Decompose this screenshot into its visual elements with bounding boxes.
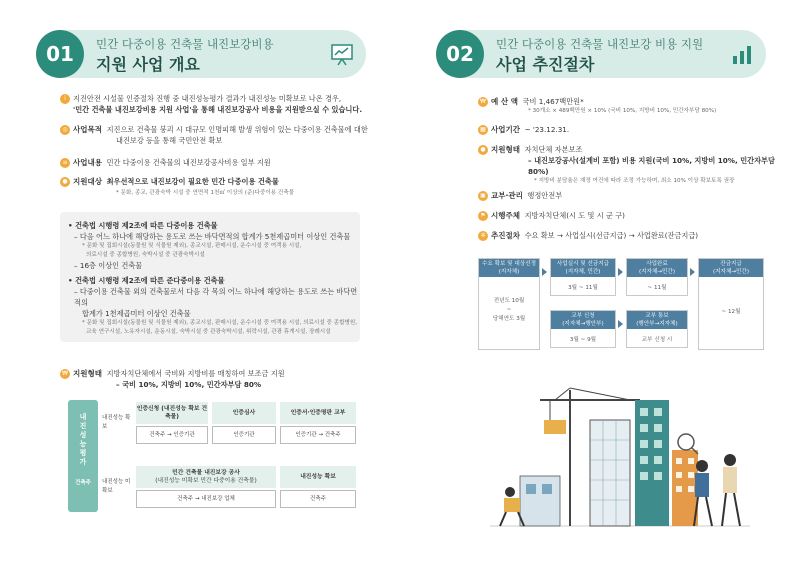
row2-label: 내진성능 미확보 — [102, 479, 131, 494]
flow-arrow — [618, 268, 623, 276]
form-row: ● 지원형태 자치단체 자본보조 – 내진보강공사(설계비 포함) 비용 지원(국비 10%, 지방비 10%, 민간자부담 80%) * 지방비 분담율은 재정 여건에 따라 조정 가능하며, 최소 10% 이상 확보토록 권장 — [478, 144, 778, 186]
gear-icon: ✲ — [478, 231, 488, 241]
section-subtitle: 민간 다중이용 건축물 내진보강비용 — [96, 37, 274, 51]
cell-apply-head: 인증신청 (내진성능 확보 건축물) — [136, 402, 208, 424]
section-number: 01 — [36, 30, 84, 78]
period-row: ▦ 사업기간 ~ '23.12.31. — [478, 124, 778, 135]
cell-secured-head: 내진성능 확보 — [280, 466, 356, 488]
target-row: ● 지원대상 최우선적으로 내진보강이 필요한 민간 다중이용 건축물 * 문화, 종교, 관광숙박 시설 중 연면적 1천㎡ 이상의 (준)다중이용 건축물 — [60, 176, 380, 198]
right-header — [436, 30, 766, 78]
presentation-board-icon — [328, 40, 356, 68]
flow-step-grant-apply: 교부 신청 (지자체→행안부) 3월 ~ 9월 — [550, 310, 616, 348]
coin-icon: ₩ — [478, 97, 488, 107]
flow-arrow — [690, 268, 695, 276]
section-subtitle: 민간 다중이용 건축물 내진보강 비용 지원 — [496, 37, 704, 51]
cell-retrofit-body: 건축주 → 내진보강 업체 — [136, 490, 276, 508]
info-icon: i — [60, 94, 70, 104]
cell-review-body: 인증기관 — [212, 426, 276, 444]
cell-issue-head: 인증서·인증명판 교부 — [280, 402, 356, 424]
support-row: ₩ 지원형태 지방자치단체에서 국비와 지방비를 매칭하여 보조금 지원 – 국비 10%, 지방비 10%, 민간자부담 80% — [60, 368, 380, 390]
people-icon: ● — [60, 177, 70, 187]
cell-secured-body: 건축주 — [280, 490, 356, 508]
flow-arrow — [542, 268, 547, 276]
flow-step-complete: 사업완료 (지자체→민간) ~ 11월 — [626, 258, 688, 296]
document-icon: ≡ — [60, 158, 70, 168]
procedure-flowchart — [478, 258, 766, 350]
flow-step-balance: 잔금지급 (지자체→민간) ~ 12월 — [698, 258, 764, 350]
cell-review-head: 인증심사 — [212, 402, 276, 424]
cell-apply-body: 건축주 → 인증기관 — [136, 426, 208, 444]
calendar-icon: ▦ — [478, 125, 488, 135]
flow-step-grant-notify: 교부 통보 (행안부→지자체) 교부 신청 시 — [626, 310, 688, 348]
flow-step-execute: 사업실시 및 선금지급 (지자체, 민간) 3월 ~ 11월 — [550, 258, 616, 296]
row1-label: 내진성능 확보 — [102, 415, 131, 430]
section-title: 지원 사업 개요 — [96, 55, 200, 74]
budget-row: ₩ 예 산 액 국비 1,467백만원* * 30개소 × 489백만원 × 10% (국비 10%, 지방비 10%, 민간자부담 80%) — [478, 96, 778, 116]
construction-illustration — [490, 380, 750, 530]
flow-arrow — [618, 320, 623, 328]
left-header — [36, 30, 366, 78]
people-icon: ● — [478, 145, 488, 155]
section-number: 02 — [436, 30, 484, 78]
proc-row: ✲ 추진절차 수요 확보 → 사업실시(선금지급) → 사업완료(잔금지급) — [478, 230, 778, 241]
exec-row: ⚑ 시행주체 지방자치단체(시 도 및 시 군 구) — [478, 210, 778, 221]
section-title: 사업 추진절차 — [496, 55, 595, 74]
cell-issue-body: 인증기관 → 건축주 — [280, 426, 356, 444]
cell-retrofit-head: 민간 건축물 내진보강 공사 (내진성능 미확보 민간 다중이용 건축물) — [136, 466, 276, 488]
coin-icon: ₩ — [60, 369, 70, 379]
purpose-row: ◎ 사업목적 지진으로 건축물 붕괴 시 대규모 인명피해 발생 위험이 있는 다중이용 건축물에 대한 내진보강 등을 통해 국민안전 확보 — [60, 124, 380, 146]
flow-step-demand: 수요 확보 및 대상선정 (지자체) 전년도 10월 ~ 당해연도 3월 — [478, 258, 540, 350]
flag-icon: ⚑ — [478, 211, 488, 221]
manage-row: ▣ 교부·관리 행정안전부 — [478, 190, 778, 201]
bar-chart-icon — [728, 40, 756, 68]
target-icon: ◎ — [60, 125, 70, 135]
intro-text: i 지진안전 시설물 인증절차 진행 중 내진성능평가 결과가 내진성능 미확보로 나온 경우, '민간 건축물 내진보강비용 지원 사업'을 통해 내진보강공사 비용을 지원받으실 수 있습니다. — [60, 93, 380, 115]
content-row: ≡ 사업내용 민간 다중이용 건축물의 내진보강공사비용 일부 지원 — [60, 157, 380, 168]
process-diagram — [68, 400, 358, 512]
building-definition-box: • 건축법 시행령 제2조에 따른 다중이용 건축물 – 다음 어느 하나에 해당하는 용도로 쓰는 바닥면적의 합계가 5천제곱미터 이상인 건축물 * 문화 및 집회시설(동물원 및 식물원 제외), 종교시설, 판매시설, 운수시설 중 여객용 시설, 의료시설 중 종합병원, 숙박시설 중 관광숙박시설 – 16층 이상인 건축물 • 건축법 시행령 제2조에 따른 준다중이용 건축물 – 다중이용 건축물 외의 건축물로서 다음 각 목의 어느 하나에 해당하는 용도로 쓰는 바닥면적의 합계가 1천제곱미터 이상인 건축물 * 문화 및 집회시설(동물원 및 식물원 제외), 종교시설, 판매시설, 운수시설 중 여객용 시설, 의료시설 중 종합병원, 교육 연구시설, 노유자시설, 운동시설, 숙박시설 중 관광숙박시설, 위락시설, 관광 휴게시설, 장례시설 — [60, 212, 360, 342]
building-icon: ▣ — [478, 191, 488, 201]
diagram-side-label: 내진성능평가 건축주 — [68, 400, 98, 512]
